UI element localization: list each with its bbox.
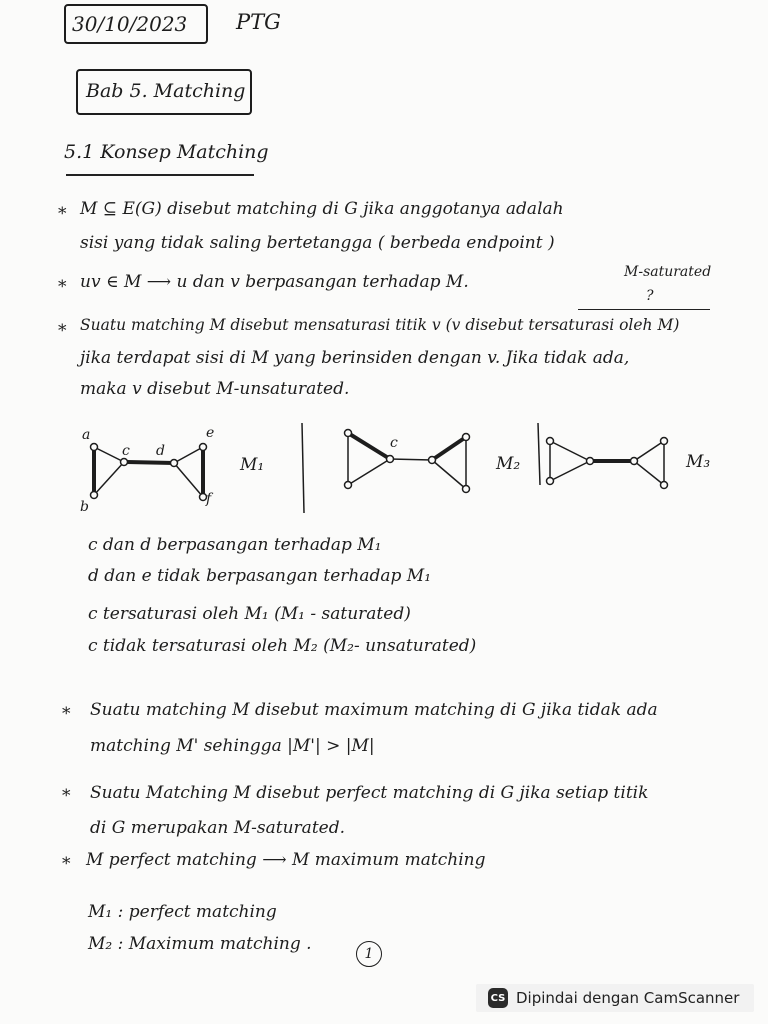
vertex-m3-6 <box>661 482 668 489</box>
edge-m2-right-top <box>432 437 466 460</box>
edge-m2-bottom <box>348 459 390 485</box>
vertex-m2-6 <box>463 486 470 493</box>
edge-b-c <box>94 462 124 495</box>
bullet-3: * <box>58 321 67 341</box>
label-b: b <box>80 499 89 515</box>
vertex-a <box>91 444 98 451</box>
edge-m3-right-top <box>634 441 664 461</box>
bullet-2: * <box>58 277 67 297</box>
camscanner-text: Dipindai dengan CamScanner <box>516 989 740 1007</box>
summary-m2: M₂ : Maximum matching . <box>88 934 312 954</box>
edge-a-c <box>94 447 124 462</box>
vertex-m3-1 <box>547 438 554 445</box>
vertex-m2-5 <box>463 434 470 441</box>
vertex-c <box>121 459 128 466</box>
label-e: e <box>206 425 215 441</box>
edge-c-d <box>124 462 174 463</box>
vertex-m3-5 <box>661 438 668 445</box>
summary-m1: M₁ : perfect matching <box>88 902 277 922</box>
section-title: 5.1 Konsep Matching <box>64 141 269 163</box>
vertex-m3-4 <box>631 458 638 465</box>
vertex-m2-c <box>387 456 394 463</box>
page-number-circle <box>356 941 382 967</box>
perfect-line1: Suatu Matching M disebut perfect matching di G jika setiap titik <box>90 783 649 803</box>
vertex-m2-4 <box>429 457 436 464</box>
vertex-b <box>91 492 98 499</box>
vertex-m3-3 <box>587 458 594 465</box>
example-1: c dan d berpasangan terhadap M₁ <box>88 535 382 555</box>
vertex-m3-2 <box>547 478 554 485</box>
label-d: d <box>156 443 165 459</box>
annotation-m-saturated: M-saturated <box>624 264 712 280</box>
label-a: a <box>82 427 91 443</box>
bullet-6: * <box>62 854 71 874</box>
example-2: d dan e tidak berpasangan terhadap M₁ <box>88 566 432 586</box>
definition-saturate-line2: jika terdapat sisi di M yang berinsiden dengan v. Jika tidak ada, <box>80 348 630 368</box>
annotation-question: ? <box>646 288 654 304</box>
matching-figures <box>0 415 768 525</box>
edge-m3-right-bottom <box>634 461 664 485</box>
maximum-line2: matching M' sehingga |M'| > |M| <box>90 736 375 756</box>
course-title: PTG <box>236 10 281 34</box>
graph-m2 <box>345 430 470 493</box>
vertex-m2-2 <box>345 482 352 489</box>
divider-1 <box>302 423 304 513</box>
vertex-e <box>200 444 207 451</box>
definition-matching-line1: M ⊆ E(G) disebut matching di G jika anggotanya adalah <box>80 199 564 219</box>
graph-m3-label: M₃ <box>686 452 711 472</box>
label-m2-c: c <box>390 435 398 451</box>
edge-m3-bottom <box>550 461 590 481</box>
definition-pair: uv ∈ M ⟶ u dan v berpasangan terhadap M. <box>80 272 469 292</box>
edge-m3-top <box>550 441 590 461</box>
vertex-d <box>171 460 178 467</box>
bullet-5: * <box>62 786 71 806</box>
date-text: 30/10/2023 <box>72 12 188 36</box>
chapter-title: Bab 5. Matching <box>86 80 246 102</box>
example-3: c tersaturasi oleh M₁ (M₁ - saturated) <box>88 604 411 624</box>
section-underline <box>66 174 254 176</box>
camscanner-logo-icon: CS <box>488 988 508 1008</box>
graph-m1 <box>91 444 207 501</box>
divider-2 <box>538 423 540 485</box>
bullet-1: * <box>58 204 67 224</box>
bullet-4: * <box>62 704 71 724</box>
graph-m1-label: M₁ <box>240 455 265 475</box>
perfect-implication: M perfect matching ⟶ M maximum matching <box>86 850 486 870</box>
graph-m2-label: M₂ <box>496 454 521 474</box>
example-4: c tidak tersaturasi oleh M₂ (M₂- unsaturated) <box>88 636 477 656</box>
edge-d-f <box>174 463 203 497</box>
label-c: c <box>122 443 130 459</box>
vertex-m2-1 <box>345 430 352 437</box>
graph-m3 <box>547 438 668 489</box>
definition-saturate-line3: maka v disebut M-unsaturated. <box>80 379 350 399</box>
page-number: 1 <box>364 946 374 962</box>
edge-m2-bridge <box>390 459 432 460</box>
label-f: f <box>206 491 212 507</box>
definition-matching-line2: sisi yang tidak saling bertetangga ( berbeda endpoint ) <box>80 233 555 253</box>
edge-m2-top <box>348 433 390 459</box>
maximum-line1: Suatu matching M disebut maximum matching di G jika tidak ada <box>90 700 658 720</box>
edge-d-e <box>174 447 203 463</box>
edge-m2-right-bottom <box>432 460 466 489</box>
annotation-line <box>578 309 710 310</box>
definition-saturate-line1: Suatu matching M disebut mensaturasi titik v (v disebut tersaturasi oleh M) <box>80 316 680 334</box>
perfect-line2: di G merupakan M-saturated. <box>90 818 345 838</box>
camscanner-footer <box>476 984 754 1012</box>
